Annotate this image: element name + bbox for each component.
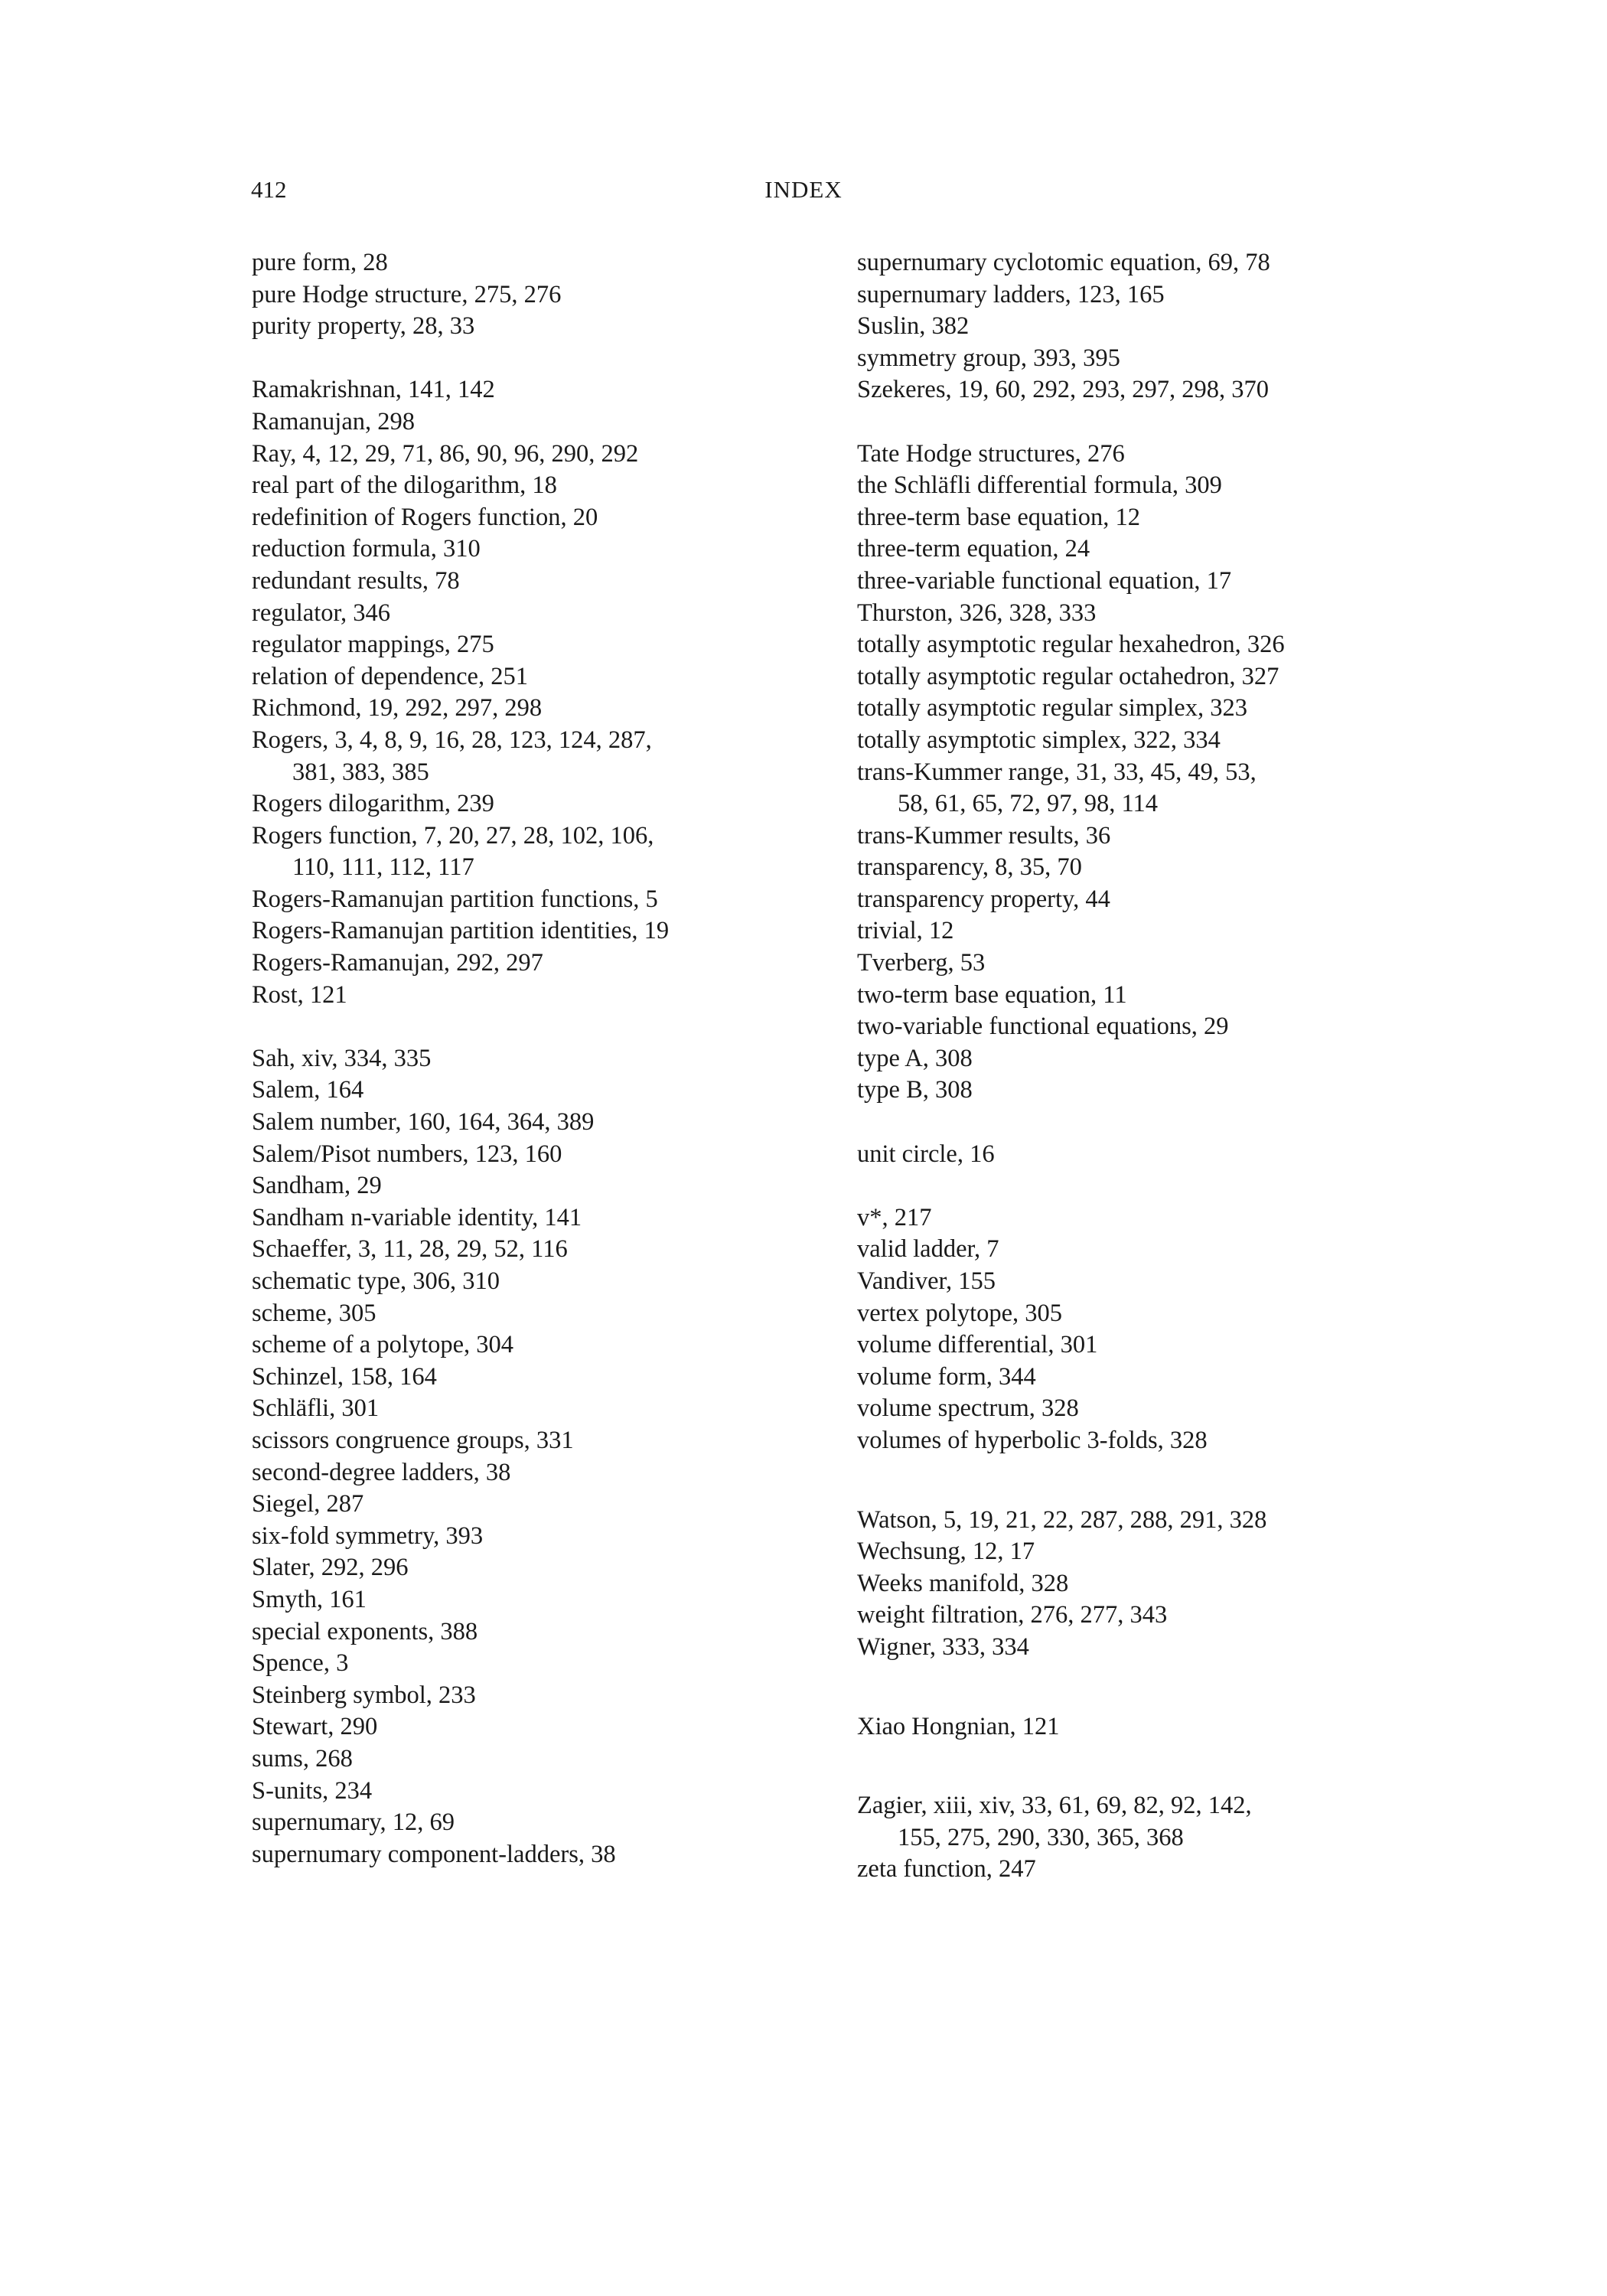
index-entry [252,884,803,916]
index-entry [252,1743,803,1776]
index-entry [857,1075,1408,1107]
group-separator [857,1107,1408,1139]
index-entry-text: Ramakrishnan, 141, 142 [252,376,495,404]
index-entry-text: Steinberg symbol, 233 [252,1681,476,1709]
index-entry [252,470,803,502]
index-entry [857,947,1408,980]
index-entry-text: Rogers, 3, 4, 8, 9, 16, 28, 123, 124, 287, [252,726,652,754]
index-entry [252,311,803,343]
index-entry-text: v*, 217 [857,1203,932,1231]
index-entry [857,1854,1408,1886]
index-entry [857,980,1408,1012]
index-entry [252,439,803,471]
index-entry [252,1711,803,1743]
index-entry [857,279,1408,311]
index-entry-text: Tverberg, 53 [857,949,986,977]
index-entry [857,820,1408,853]
index-entry [857,1632,1408,1664]
index-entry-text: totally asymptotic regular hexahedron, 326 [857,631,1285,659]
index-entry-text: purity property, 28, 33 [252,312,475,341]
index-entry-text: supernumary ladders, 123, 165 [857,280,1165,308]
index-entry-text: redefinition of Rogers function, 20 [252,503,598,531]
index-entry-text: symmetry group, 393, 395 [857,344,1120,372]
index-entry-text: Salem/Pisot numbers, 123, 160 [252,1140,562,1168]
index-entry [857,661,1408,693]
index-entry-text: Spence, 3 [252,1649,349,1678]
index-entry-text: Vandiver, 155 [857,1267,996,1295]
index-entry-text: two-variable functional equations, 29 [857,1013,1229,1041]
index-entry [857,757,1408,820]
index-entry [252,1648,803,1680]
index-entry-text: sums, 268 [252,1744,353,1773]
group-separator [252,343,803,375]
index-entry [857,884,1408,916]
index-entry-text: Schaeffer, 3, 11, 28, 29, 52, 116 [252,1235,568,1264]
index-entry-text: two-term base equation, 11 [857,980,1127,1009]
index-entry-text: supernumary, 12, 69 [252,1808,455,1837]
index-entry [252,788,803,820]
index-entry-continuation: 381, 383, 385 [292,758,429,786]
index-entry-text: Rogers function, 7, 20, 27, 28, 102, 106, [252,821,654,850]
index-entry [252,1807,803,1839]
index-entry-text: trivial, 12 [857,917,954,945]
index-entry [252,725,803,788]
index-entry-continuation: 155, 275, 290, 330, 365, 368 [898,1823,1184,1851]
index-entry-text: scheme of a polytope, 304 [252,1331,514,1359]
page-number: 412 [251,176,287,203]
index-entry [252,1776,803,1808]
index-entry-text: Szekeres, 19, 60, 292, 293, 297, 298, 370 [857,376,1269,404]
group-separator [857,1457,1408,1505]
index-entry-text: Richmond, 19, 292, 297, 298 [252,694,543,722]
index-entry [252,1139,803,1171]
index-entry-text: Rogers-Ramanujan, 292, 297 [252,949,543,977]
index-entry [252,1457,803,1489]
index-entry [857,1043,1408,1075]
index-entry-text: Salem, 164 [252,1076,364,1104]
index-entry [857,1266,1408,1298]
index-entry [857,1425,1408,1457]
index-entry-text: totally asymptotic regular octahedron, 327 [857,662,1279,690]
index-entry-text: S-units, 234 [252,1776,373,1805]
index-entry-text: Wigner, 333, 334 [857,1632,1029,1661]
index-entry [252,1266,803,1298]
index-entry-text: Suslin, 382 [857,312,970,341]
index-entry-text: real part of the dilogarithm, 18 [252,471,557,500]
index-entry-text: Rogers-Ramanujan partition functions, 5 [252,885,658,913]
index-entry [252,820,803,884]
index-entry [857,1139,1408,1171]
index-entry [252,1393,803,1425]
index-entry-text: scissors congruence groups, 331 [252,1426,574,1454]
index-entry [857,1011,1408,1043]
index-entry [857,1234,1408,1266]
group-separator [857,1170,1408,1202]
index-entry [252,1170,803,1202]
index-entry [857,1362,1408,1394]
running-head: INDEX [764,176,843,203]
index-entry-text: valid ladder, 7 [857,1235,999,1264]
index-entry [252,1680,803,1712]
index-entry [252,1839,803,1871]
group-separator [857,1664,1408,1711]
index-entry-text: Zagier, xiii, xiv, 33, 61, 69, 82, 92, 142, [857,1792,1252,1820]
index-entry [857,693,1408,725]
index-entry [252,374,803,406]
index-entry-text: Rost, 121 [252,980,347,1009]
index-entry-text: transparency, 8, 35, 70 [857,853,1082,882]
group-separator [857,406,1408,439]
index-entry [252,247,803,279]
index-entry-text: Siegel, 287 [252,1490,364,1518]
index-entry-text: Schinzel, 158, 164 [252,1362,437,1391]
index-entry [857,598,1408,630]
index-entry-text: reduction formula, 310 [252,535,481,563]
index-entry-text: Sandham, 29 [252,1172,382,1200]
index-entry [857,1393,1408,1425]
index-entry [252,1043,803,1075]
index-entry [857,1298,1408,1330]
index-entry-text: Sandham n-variable identity, 141 [252,1203,582,1231]
index-entry [252,1202,803,1234]
index-entry [252,915,803,947]
index-entry [252,279,803,311]
index-entry-text: Slater, 292, 296 [252,1554,409,1582]
index-entry [857,1505,1408,1537]
index-entry-text: trans-Kummer results, 36 [857,821,1111,850]
index-entry-continuation: 110, 111, 112, 117 [292,853,474,882]
index-entry-text: supernumary component-ladders, 38 [252,1840,616,1868]
index-entry [252,1616,803,1649]
index-entry-text: volumes of hyperbolic 3-folds, 328 [857,1426,1208,1454]
index-column-right [857,247,1408,1886]
index-entry [252,980,803,1012]
index-entry-text: totally asymptotic regular simplex, 323 [857,694,1247,722]
index-entry [252,1362,803,1394]
index-entry-text: Smyth, 161 [252,1585,367,1613]
index-entry-text: the Schläfli differential formula, 309 [857,471,1222,500]
index-entry-text: Schläfli, 301 [252,1394,380,1423]
index-entry [857,470,1408,502]
index-entry-text: supernumary cyclotomic equation, 69, 78 [857,249,1270,276]
index-entry-text: Thurston, 326, 328, 333 [857,598,1097,627]
index-entry [252,1107,803,1139]
index-entry [252,693,803,725]
index-entry [857,439,1408,471]
index-entry [857,852,1408,884]
index-entry-text: type B, 308 [857,1076,973,1104]
index-entry-continuation: 58, 61, 65, 72, 97, 98, 114 [898,790,1159,818]
index-entry [857,533,1408,566]
index-entry [252,1329,803,1362]
index-entry-text: scheme, 305 [252,1299,376,1327]
index-entry [857,247,1408,279]
index-entry [857,1790,1408,1854]
index-entry [857,502,1408,534]
index-entry [857,725,1408,757]
index-entry [857,629,1408,661]
index-entry-text: regulator mappings, 275 [252,631,494,659]
index-entry-text: transparency property, 44 [857,885,1110,913]
group-separator [252,1011,803,1043]
index-entry [252,1298,803,1330]
index-entry [252,1584,803,1616]
index-entry [857,566,1408,598]
index-entry-text: vertex polytope, 305 [857,1299,1063,1327]
index-entry-text: totally asymptotic simplex, 322, 334 [857,726,1221,754]
index-entry-text: Stewart, 290 [252,1713,378,1741]
index-entry-text: volume differential, 301 [857,1331,1098,1359]
index-entry-text: Weeks manifold, 328 [857,1569,1069,1597]
index-entry [252,1075,803,1107]
index-entry-text: Tate Hodge structures, 276 [857,439,1125,468]
index-entry-text: zeta function, 247 [857,1855,1036,1883]
index-entry-text: Watson, 5, 19, 21, 22, 287, 288, 291, 328 [857,1505,1267,1534]
index-entry-text: three-term equation, 24 [857,535,1090,563]
index-entry [857,1568,1408,1600]
index-entry [252,566,803,598]
index-entry [857,1711,1408,1743]
index-entry-text: six-fold symmetry, 393 [252,1521,484,1550]
index-entry-text: Rogers dilogarithm, 239 [252,790,494,818]
index-entry-text: pure Hodge structure, 275, 276 [252,280,562,308]
index-entry [252,406,803,439]
index-entry [252,629,803,661]
index-entry [252,533,803,566]
index-entry-text: Ray, 4, 12, 29, 71, 86, 90, 96, 290, 292 [252,439,639,468]
index-entry [857,311,1408,343]
index-entry [252,1489,803,1521]
index-entry-text: volume spectrum, 328 [857,1394,1079,1423]
group-separator [857,1743,1408,1790]
index-entry-text: weight filtration, 276, 277, 343 [857,1601,1168,1629]
index-entry [252,1425,803,1457]
index-entry [857,343,1408,375]
index-entry [857,374,1408,406]
index-entry [252,661,803,693]
index-entry-text: Ramanujan, 298 [252,407,416,435]
index-entry-text: three-variable functional equation, 17 [857,566,1232,595]
index-entry [857,915,1408,947]
index-entry-text: relation of dependence, 251 [252,662,528,690]
index-entry-text: three-term base equation, 12 [857,503,1140,531]
index-entry [252,947,803,980]
index-entry-text: unit circle, 16 [857,1140,995,1168]
index-entry [252,598,803,630]
index-entry-text: type A, 308 [857,1044,973,1072]
index-entry [252,1521,803,1553]
index-entry-text: pure form, 28 [252,249,388,276]
index-entry-text: second-degree ladders, 38 [252,1458,511,1486]
index-entry-text: Salem number, 160, 164, 364, 389 [252,1108,595,1137]
index-entry-text: Sah, xiv, 334, 335 [252,1044,432,1072]
index-entry-text: volume form, 344 [857,1362,1036,1391]
index-entry-text: regulator, 346 [252,598,391,627]
index-entry-text: special exponents, 388 [252,1617,478,1645]
index-entry [857,1202,1408,1234]
index-entry [252,1234,803,1266]
index-entry [252,502,803,534]
index-entry-text: Rogers-Ramanujan partition identities, 19 [252,917,670,945]
index-entry [252,1552,803,1584]
index-entry-text: Xiao Hongnian, 121 [857,1712,1060,1740]
index-entry-text: Wechsung, 12, 17 [857,1538,1035,1566]
index-entry-text: schematic type, 306, 310 [252,1267,500,1295]
index-entry-text: redundant results, 78 [252,566,460,595]
index-entry [857,1536,1408,1568]
index-column-left [252,247,803,1870]
index-entry-text: trans-Kummer range, 31, 33, 45, 49, 53, [857,758,1257,786]
index-entry [857,1329,1408,1362]
index-entry [857,1600,1408,1632]
